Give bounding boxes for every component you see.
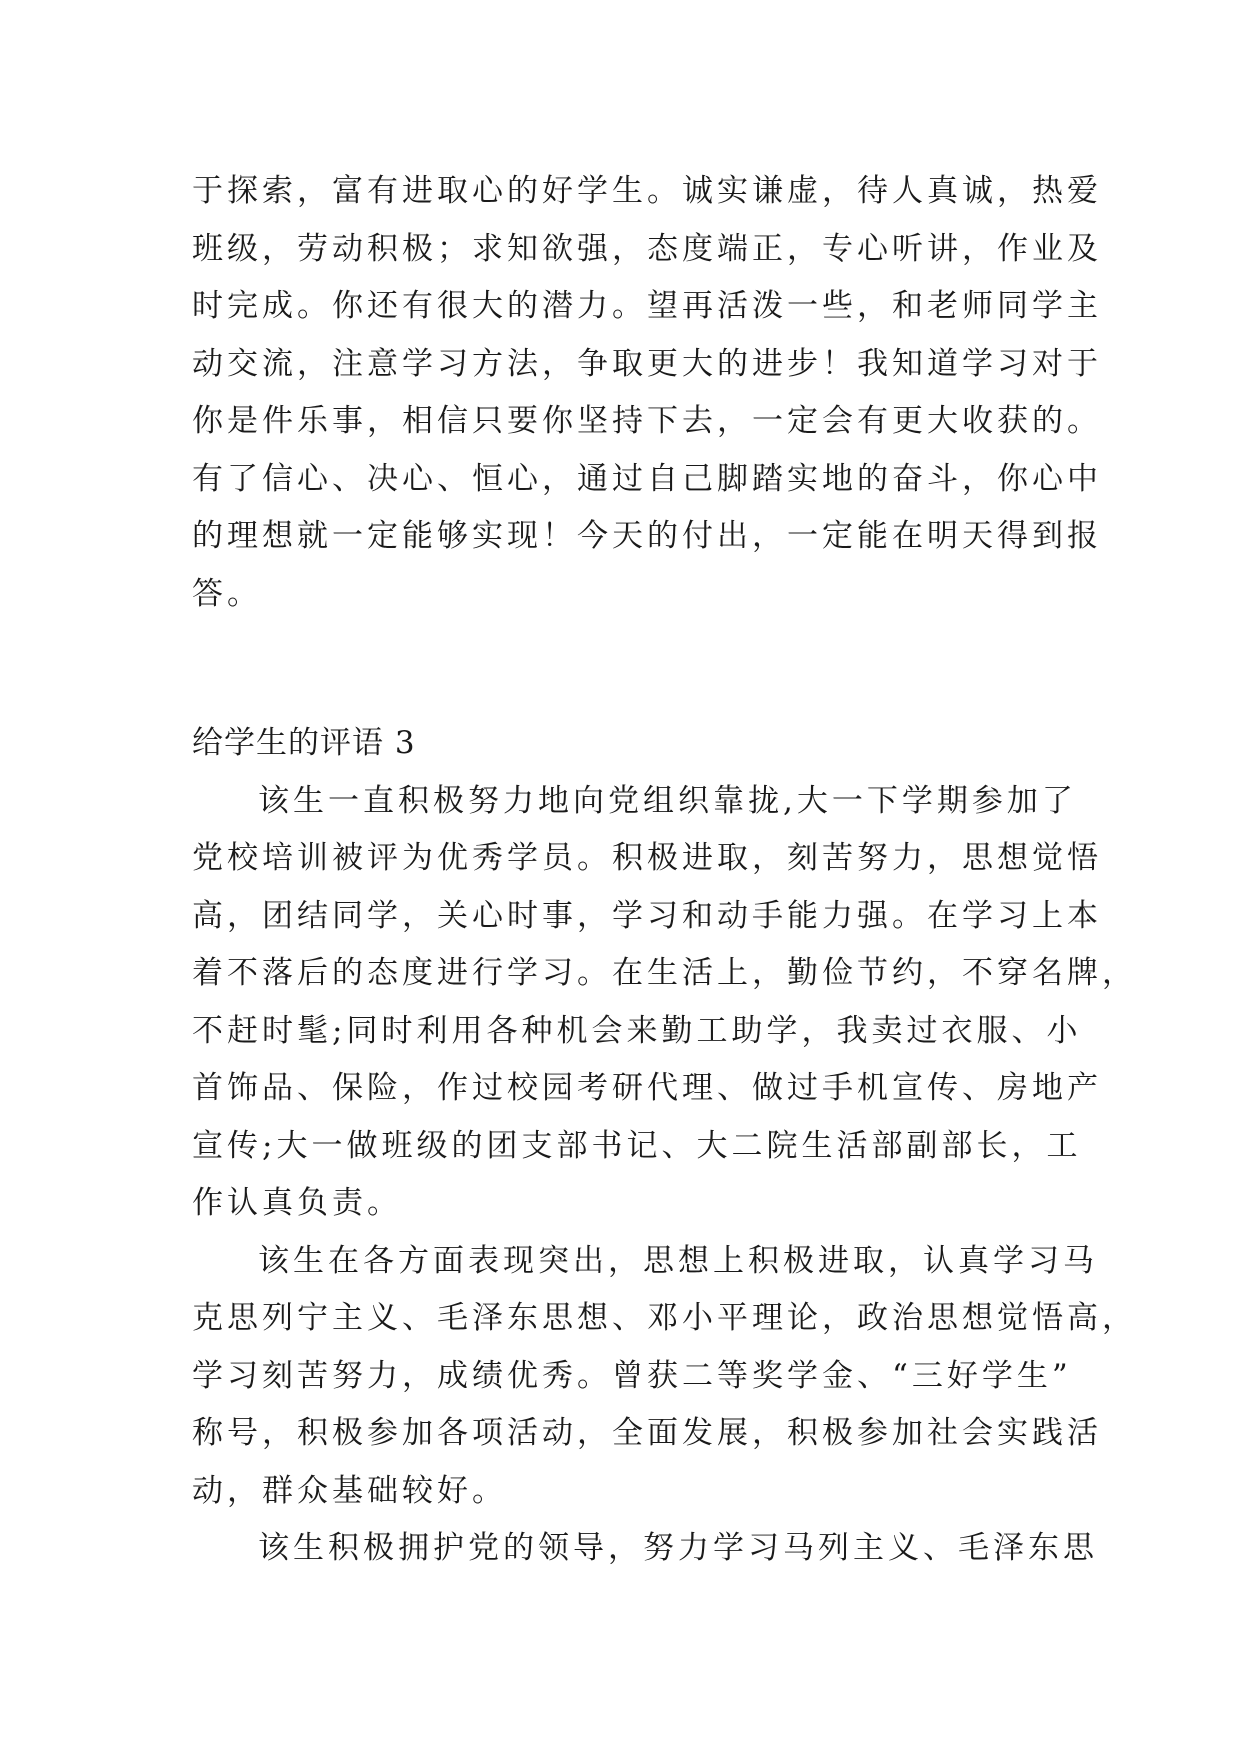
paragraph-1 [192,773,1137,1233]
text-line: 作认真负责。 [192,1185,402,1221]
text-line: 的理想就一定能够实现！今天的付出，一定能在明天得到报 [192,518,1102,554]
text-line: 你是件乐事，相信只要你坚持下去，一定会有更大收获的。 [192,403,1102,439]
text-line: 不赶时髦;同时利用各种机会来勤工助学，我卖过衣服、小 [192,1012,1082,1049]
text-line: 学习刻苦努力，成绩优秀。曾获二等奖学金、“三好学生” [192,1357,1072,1394]
text-line: 答。 [192,575,262,612]
text-line: 于探索，富有进取心的好学生。诚实谦虚，待人真诚，热爱 [192,173,1102,209]
continued-paragraph [192,163,1102,623]
paragraph-3 [192,1520,1098,1578]
text-line: 有了信心、决心、恒心，通过自己脚踏实地的奋斗，你心中 [192,460,1102,497]
text-line: 着不落后的态度进行学习。在生活上，勤俭节约，不穿名牌， [192,955,1137,991]
text-line: 该生一直积极努力地向党组织靠拢,大一下学期参加了 [258,782,1077,819]
text-line: 克思列宁主义、毛泽东思想、邓小平理论，政治思想觉悟高， [192,1300,1137,1336]
text-line: 称号，积极参加各项活动，全面发展，积极参加社会实践活 [192,1415,1102,1451]
paragraph-2 [192,1233,1137,1521]
text-line: 宣传;大一做班级的团支部书记、大二院生活部副部长，工 [192,1127,1082,1164]
text-line: 时完成。你还有很大的潜力。望再活泼一些，和老师同学主 [192,288,1102,324]
text-line: 该生积极拥护党的领导，努力学习马列主义、毛泽东思 [258,1530,1098,1566]
text-line: 班级，劳动积极；求知欲强，态度端正，专心听讲，作业及 [192,230,1102,267]
section-spacer [192,623,1050,715]
document-page [192,163,1137,1578]
text-line: 该生在各方面表现突出，思想上积极进取，认真学习马 [258,1242,1098,1279]
text-line: 动，群众基础较好。 [192,1472,507,1509]
section-heading: 给学生的评语 3 [192,725,416,761]
text-line: 首饰品、保险，作过校园考研代理、做过手机宣传、房地产 [192,1070,1102,1106]
text-line: 高，团结同学，关心时事，学习和动手能力强。在学习上本 [192,897,1102,934]
text-line: 动交流，注意学习方法，争取更大的进步！我知道学习对于 [192,345,1102,382]
text-line: 党校培训被评为优秀学员。积极进取，刻苦努力，思想觉悟 [192,840,1102,876]
